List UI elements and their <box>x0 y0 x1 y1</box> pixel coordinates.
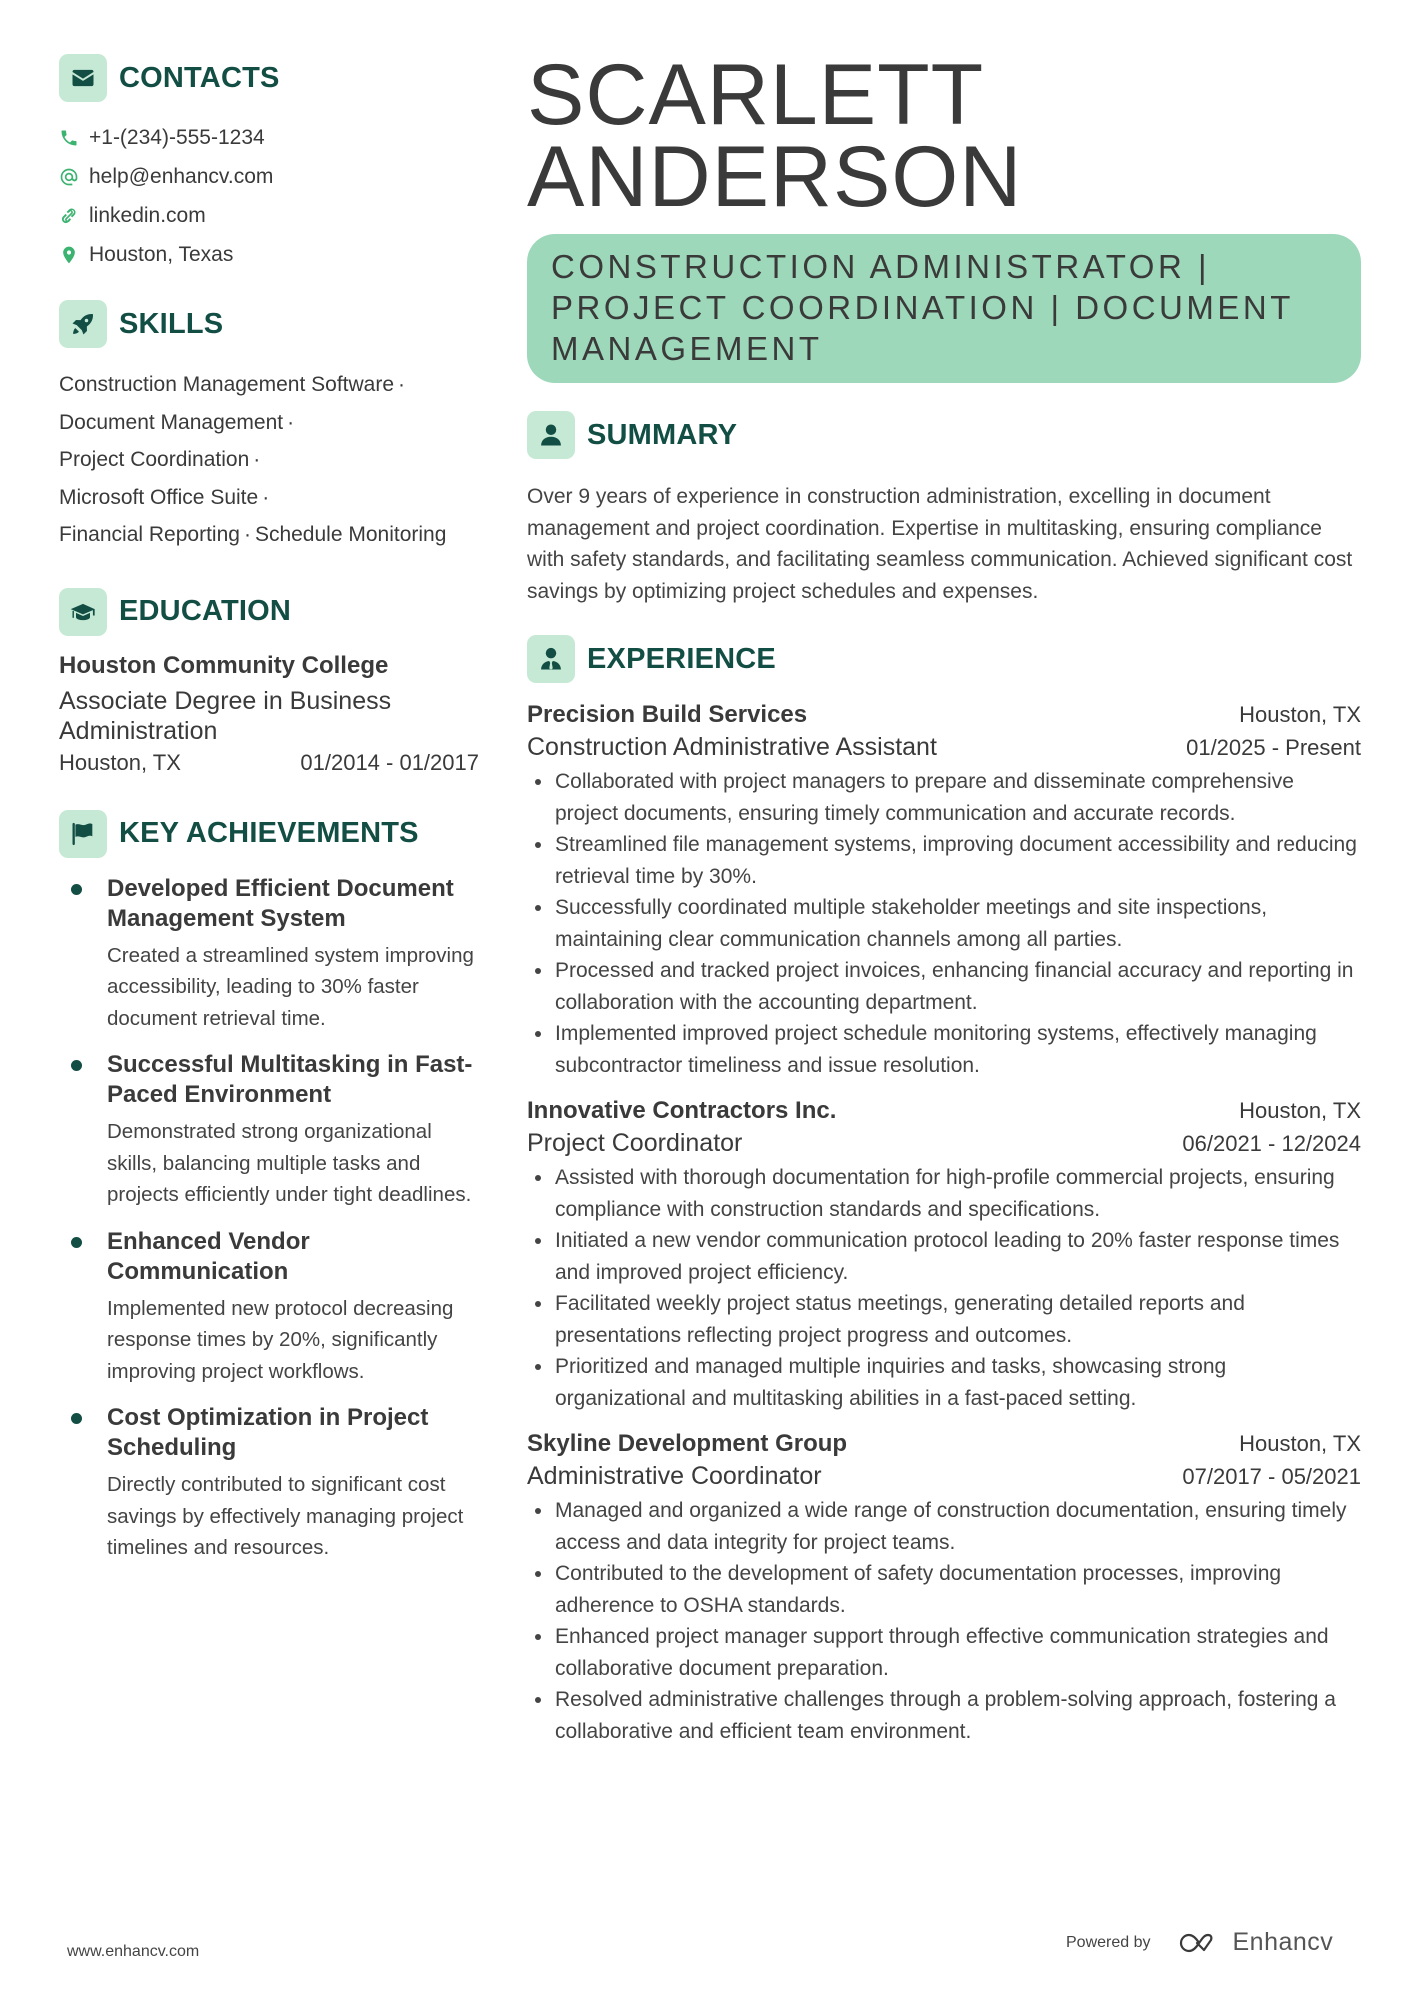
job-location: Houston, TX <box>1239 1098 1361 1123</box>
job-title: Project Coordinator <box>527 1129 743 1157</box>
skills-list <box>59 366 479 554</box>
job-bullet: Processed and tracked project invoices, enhancing financial accuracy and reporting in collaboration with the accounting department. <box>527 955 1361 1018</box>
brand-name: Enhancv <box>1232 1928 1334 1956</box>
job-subheader <box>527 1462 1361 1491</box>
bullet-icon <box>71 884 82 895</box>
contact-phone <box>59 118 479 157</box>
skill-row <box>59 479 479 517</box>
summary-header <box>527 411 1361 459</box>
job-bullet: Facilitated weekly project status meetings, generating detailed reports and presentations reflecting project progress and outcomes. <box>527 1288 1361 1351</box>
job-dates: 06/2021 - 12/2024 <box>1182 1131 1361 1156</box>
skill-item: Schedule Monitoring <box>254 523 447 546</box>
contacts-section <box>59 54 479 274</box>
linkedin-link[interactable]: linkedin.com <box>89 203 206 227</box>
rocket-icon <box>59 300 107 348</box>
contact-list <box>59 118 479 274</box>
email-link[interactable]: help@enhancv.com <box>89 164 274 188</box>
job-bullet: Contributed to the development of safety documentation processes, improving adherence to OSHA standards. <box>527 1558 1361 1621</box>
phone-icon <box>59 128 79 148</box>
education-meta <box>59 750 479 776</box>
skill-separator: · <box>398 373 406 396</box>
skill-item: Financial Reporting <box>59 523 240 546</box>
contact-location <box>59 235 479 274</box>
job-bullets <box>527 766 1361 1081</box>
location-icon <box>59 245 79 265</box>
achievement-title: Cost Optimization in Project Scheduling <box>107 1404 429 1461</box>
achievement-desc: Implemented new protocol decreasing response times by 20%, significantly improving project workflows. <box>107 1296 454 1383</box>
job-company: Precision Build Services <box>527 701 808 728</box>
achievement-title: Successful Multitasking in Fast-Paced Environment <box>107 1051 473 1108</box>
achievement-item <box>59 874 479 1035</box>
education-school: Houston Community College <box>59 651 389 679</box>
at-icon <box>59 167 79 187</box>
headline-banner <box>527 234 1361 383</box>
contacts-header <box>59 54 479 102</box>
job-bullet: Successfully coordinated multiple stakeholder meetings and site inspections, maintaining clear communication channels among all parties. <box>527 892 1361 955</box>
summary-text: Over 9 years of experience in construction administration, excelling in document management and project coordination. Expertise in multitasking, ensuring compliance with safety standards, and facilitating seamless communication. Achieved significant cost savings by optimizing project schedules and expenses. <box>527 485 1353 603</box>
bullet-icon <box>71 1060 82 1071</box>
right-column <box>527 47 1361 1747</box>
skills-section <box>59 300 479 554</box>
job-bullets <box>527 1495 1361 1747</box>
job-bullets <box>527 1162 1361 1414</box>
footer-website[interactable]: www.enhancv.com <box>67 1943 200 1960</box>
section-title: EXPERIENCE <box>587 642 776 675</box>
job-header <box>527 701 1361 729</box>
job-location: Houston, TX <box>1239 702 1361 727</box>
achievement-item <box>59 1403 479 1564</box>
skills-header <box>59 300 479 348</box>
name-line-2: ANDERSON <box>527 129 1023 225</box>
candidate-name <box>527 47 1361 225</box>
achievement-title: Enhanced Vendor Communication <box>107 1227 310 1285</box>
skill-separator: · <box>253 448 261 471</box>
experience-header <box>527 635 1361 683</box>
powered-by-label: Powered by <box>1066 1933 1151 1951</box>
job-bullet: Assisted with thorough documentation for high-profile commercial projects, ensuring compliance with construction standards and specifications. <box>527 1162 1361 1225</box>
summary-section <box>527 411 1361 607</box>
job-bullet: Streamlined file management systems, improving document accessibility and reducing retrieval time by 30%. <box>527 829 1361 892</box>
job-title: Construction Administrative Assistant <box>527 733 937 761</box>
section-title: KEY ACHIEVEMENTS <box>119 817 419 849</box>
left-column <box>59 54 479 1580</box>
achievement-desc: Directly contributed to significant cost savings by effectively managing project timelines and resources. <box>107 1473 464 1559</box>
skill-item: Construction Management Software <box>59 373 395 396</box>
section-title: CONTACTS <box>119 61 280 94</box>
skill-row <box>59 366 479 404</box>
achievement-title: Developed Efficient Document Management System <box>107 874 454 932</box>
skill-row <box>59 441 479 479</box>
job-bullet: Managed and organized a wide range of construction documentation, ensuring timely access and data integrity for project teams. <box>527 1495 1361 1558</box>
achievements-list <box>59 874 479 1564</box>
contact-email[interactable] <box>59 157 479 196</box>
education-location: Houston, TX <box>59 749 181 775</box>
job-bullet: Prioritized and managed multiple inquiries and tasks, showcasing strong organizational and multitasking abilities in a fast-paced setting. <box>527 1351 1361 1414</box>
skill-separator: · <box>262 485 270 509</box>
job-bullet: Collaborated with project managers to prepare and disseminate comprehensive project documents, ensuring timely communication and accurate records. <box>527 766 1361 829</box>
skill-item: Document Management <box>59 410 284 434</box>
job-dates: 01/2025 - Present <box>1186 735 1361 760</box>
section-title: SUMMARY <box>587 418 738 451</box>
achievement-item <box>59 1050 479 1211</box>
flag-icon <box>59 810 107 858</box>
infinity-heart-icon <box>1177 1930 1225 1956</box>
education-header <box>59 588 479 636</box>
bullet-icon <box>71 1237 82 1248</box>
job-bullet: Implemented improved project schedule monitoring systems, effectively managing subcontractor timeliness and issue resolution. <box>527 1018 1361 1081</box>
experience-section <box>527 635 1361 1747</box>
section-title: SKILLS <box>119 307 224 340</box>
contact-linkedin[interactable] <box>59 196 479 235</box>
job-company: Innovative Contractors Inc. <box>527 1097 837 1124</box>
job-entry <box>527 1097 1361 1414</box>
skill-separator: · <box>287 410 295 434</box>
skill-row <box>59 404 479 442</box>
job-entry <box>527 701 1361 1081</box>
education-dates: 01/2014 - 01/2017 <box>300 749 479 775</box>
user-icon <box>527 411 575 459</box>
achievements-header <box>59 810 479 858</box>
education-section <box>59 588 479 776</box>
section-title: EDUCATION <box>119 595 292 627</box>
graduation-cap-icon <box>59 588 107 636</box>
job-location: Houston, TX <box>1239 1431 1361 1456</box>
skill-separator: · <box>243 523 251 546</box>
enhancv-logo[interactable] <box>1177 1928 1334 1957</box>
job-bullet: Enhanced project manager support through effective communication strategies and collaborative document preparation. <box>527 1621 1361 1684</box>
job-header <box>527 1097 1361 1125</box>
job-title: Administrative Coordinator <box>527 1462 822 1490</box>
job-dates: 07/2017 - 05/2021 <box>1182 1464 1361 1489</box>
achievements-section <box>59 810 479 1564</box>
job-entry <box>527 1430 1361 1747</box>
job-bullet: Resolved administrative challenges through a problem-solving approach, fostering a collaborative and efficient team environment. <box>527 1684 1361 1747</box>
user-tie-icon <box>527 635 575 683</box>
education-degree: Associate Degree in Business Administration <box>59 686 392 745</box>
achievement-desc: Created a streamlined system improving accessibility, leading to 30% faster document retrieval time. <box>107 943 474 1030</box>
job-header <box>527 1430 1361 1458</box>
skill-item: Project Coordination <box>59 448 250 471</box>
skill-row <box>59 516 479 554</box>
phone-text: +1-(234)-555-1234 <box>89 125 265 149</box>
link-icon <box>59 206 79 226</box>
job-bullet: Initiated a new vendor communication protocol leading to 20% faster response times and improved project efficiency. <box>527 1225 1361 1288</box>
skill-item: Microsoft Office Suite <box>59 485 259 509</box>
achievement-desc: Demonstrated strong organizational skills, balancing multiple tasks and projects efficiently under tight deadlines. <box>107 1120 472 1206</box>
location-text: Houston, Texas <box>89 242 234 266</box>
name-line-1: SCARLETT <box>527 47 985 143</box>
envelope-icon <box>59 54 107 102</box>
job-subheader <box>527 1129 1361 1158</box>
achievement-item <box>59 1227 479 1388</box>
job-company: Skyline Development Group <box>527 1430 848 1457</box>
headline-text: CONSTRUCTION ADMINISTRATOR | PROJECT COORDINATION | DOCUMENT MANAGEMENT <box>551 248 1294 367</box>
footer-powered-by <box>1066 1928 1333 1957</box>
bullet-icon <box>71 1413 82 1424</box>
job-subheader <box>527 733 1361 762</box>
